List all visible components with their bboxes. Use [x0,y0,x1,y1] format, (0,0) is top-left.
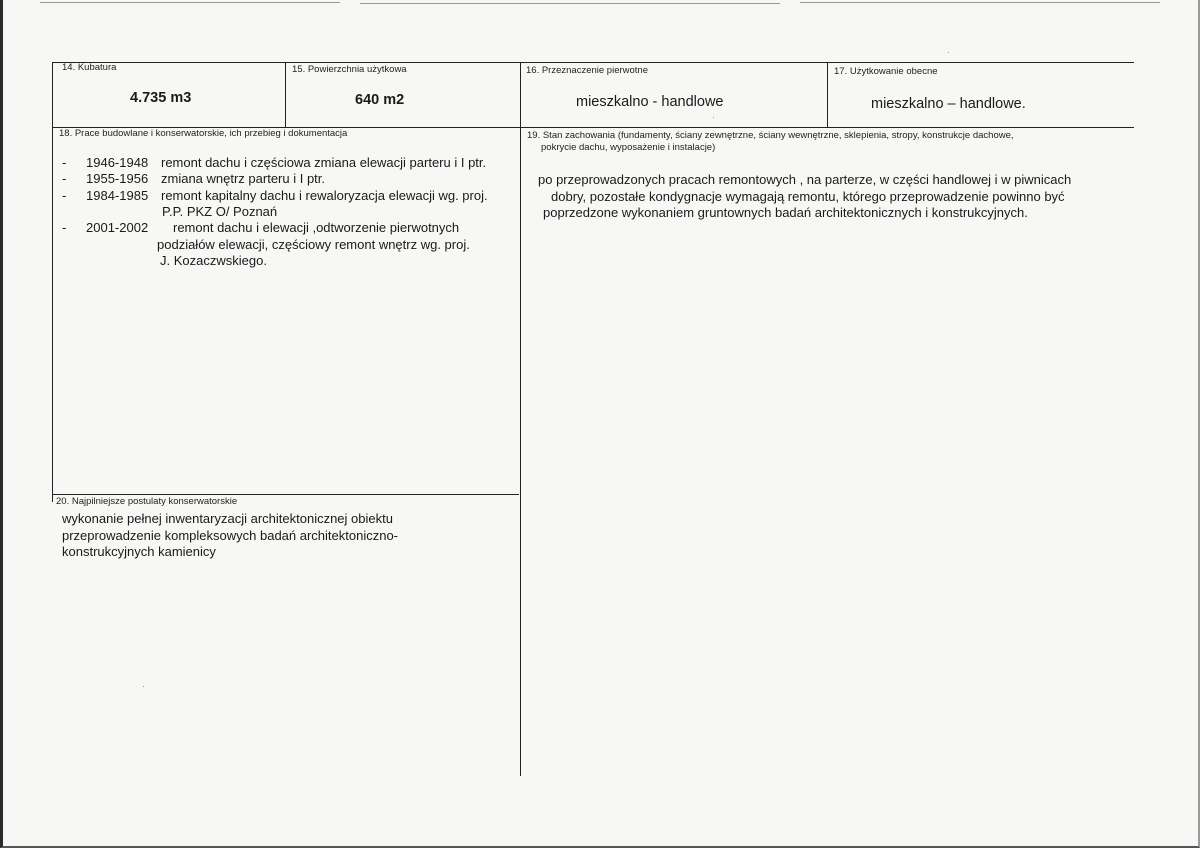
bullet-dash: - [62,171,67,186]
field-17-label: 17. Użytkowanie obecne [834,66,938,77]
col-divider-17 [827,62,828,128]
field-15-label: 15. Powierzchnia użytkowa [292,64,407,75]
work-description: remont kapitalny dachu i rewaloryzacja elewacji wg. proj. [161,188,488,203]
field-20-label: 20. Najpilniejsze postulaty konserwatorskie [56,496,238,507]
postulate-line: przeprowadzenie kompleksowych badań architektoniczno- [62,528,399,543]
work-description: zmiana wnętrz parteru i I ptr. [161,171,326,186]
col-divider-15 [285,62,286,128]
postulate-line: wykonanie pełnej inwentaryzacji architektonicznej obiektu [62,511,393,526]
scan-line [800,2,1160,3]
field-18-label: 18. Prace budowlane i konserwatorskie, ich przebieg i dokumentacja [59,128,348,139]
top-rule [52,62,1134,63]
work-description-continued: podziałów elewacji, częściowy remont wnętrz wg. proj. [157,237,470,252]
field-14-label: 14. Kubatura [62,62,117,73]
work-description: remont dachu i elewacji ,odtworzenie pierwotnych [173,220,460,235]
bullet-dash: - [62,188,67,203]
work-years: 1955-1956 [86,171,149,186]
field-19-label-continued: pokrycie dachu, wyposażenie i instalacje) [541,142,716,153]
field-17-value: mieszkalno – handlowe. [871,96,1026,112]
left-border [52,62,53,502]
col-divider-16 [520,62,521,776]
field-15-value: 640 m2 [355,92,405,108]
work-description: remont dachu i częściowa zmiana elewacji parteru i I ptr. [161,155,487,170]
work-description-continued: J. Kozaczwskiego. [160,253,267,268]
scan-speck [713,117,714,118]
field-16-label: 16. Przeznaczenie pierwotne [526,65,648,76]
work-years: 1984-1985 [86,188,149,203]
field-14-value: 4.735 m3 [130,90,192,106]
scan-line [360,3,780,4]
condition-text-line: dobry, pozostałe kondygnacje wymagają remontu, którego przeprowadzenie powinno być [551,189,1065,204]
field-16-value: mieszkalno - handlowe [576,94,724,110]
scan-line [40,2,340,3]
section-divider-20 [52,494,519,495]
work-years: 2001-2002 [86,220,149,235]
scan-speck [948,52,949,53]
scan-speck [143,686,144,687]
work-description-continued: P.P. PKZ O/ Poznań [162,204,278,219]
bullet-dash: - [62,220,67,235]
postulate-line: konstrukcyjnych kamienicy [62,544,216,559]
work-years: 1946-1948 [86,155,149,170]
condition-text-line: poprzedzone wykonaniem gruntownych badań architektonicznych i konstrukcyjnych. [543,205,1028,220]
field-19-label: 19. Stan zachowania (fundamenty, ściany zewnętrzne, ściany wewnętrzne, sklepienia, stropy, konstrukcje dachowe, [527,130,1014,141]
bullet-dash: - [62,155,67,170]
condition-text-line: po przeprowadzonych pracach remontowych , na parterze, w części handlowej i w piwnicach [538,172,1072,187]
